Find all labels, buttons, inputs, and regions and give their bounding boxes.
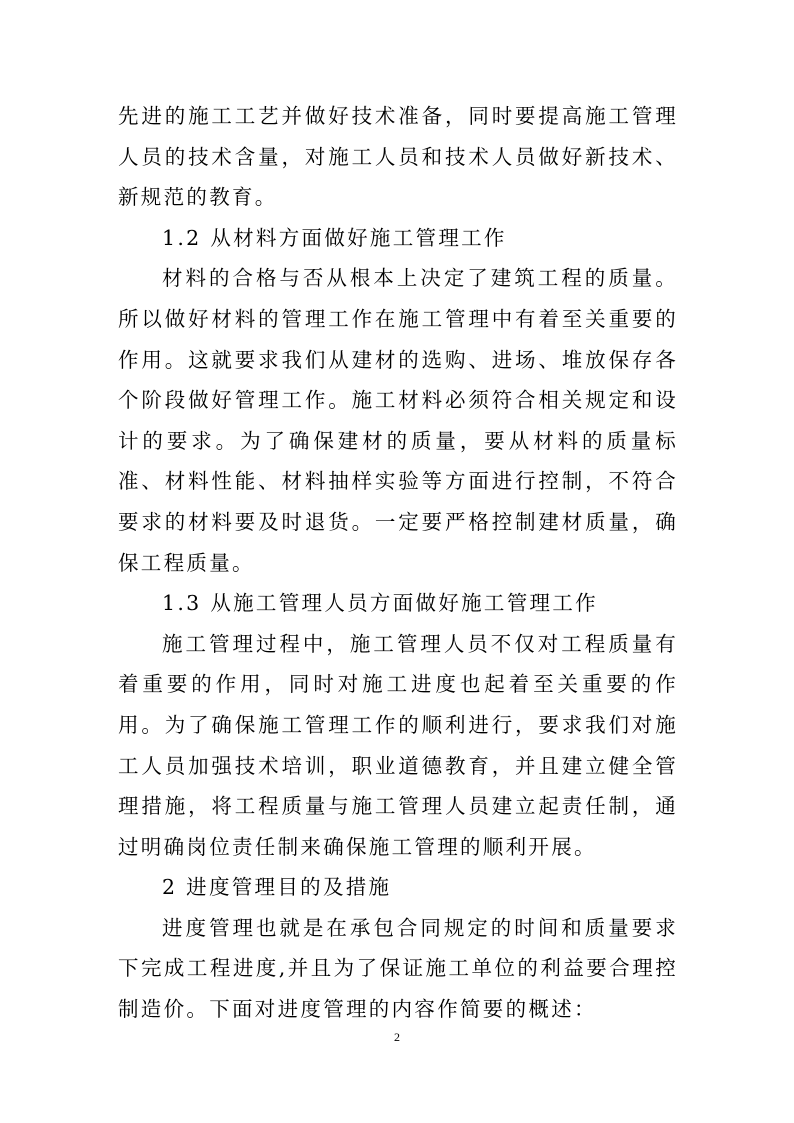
section-heading-2: 2 进度管理目的及措施 <box>162 875 392 900</box>
paragraph-materials: 材料的合格与否从根本上决定了建筑工程的质量。所以做好材料的管理工作在施工管理中有着至关重要的作用。这就要求我们从建材的选购、进场、堆放保存各个阶段做好管理工作。施工材料必须符合相关规定和设计的要求。为了确保建材的质量，要从材料的质量标准、材料性能、材料抽样实验等方面进行控制，不符合要求的材料要及时退货。一定要严格控制建材质量，确保工程质量。 <box>118 266 678 575</box>
page-number: 2 <box>394 1030 400 1044</box>
section-heading-1-2: 1.2 从材料方面做好施工管理工作 <box>162 225 507 250</box>
paragraph-personnel: 施工管理过程中，施工管理人员不仅对工程质量有着重要的作用，同时对施工进度也起着至关重要的作用。为了确保施工管理工作的顺利进行，要求我们对施工人员加强技术培训，职业道德教育，并且建立健全管理措施，将工程质量与施工管理人员建立起责任制，通过明确岗位责任制来确保施工管理的顺利开展。 <box>118 631 678 859</box>
paragraph-continuation: 先进的施工工艺并做好技术准备，同时要提高施工管理人员的技术含量，对施工人员和技术人员做好新技术、新规范的教育。 <box>118 104 678 210</box>
section-heading-1-3: 1.3 从施工管理人员方面做好施工管理工作 <box>162 591 598 616</box>
document-body <box>118 96 678 1030</box>
paragraph-progress: 进度管理也就是在承包合同规定的时间和质量要求下完成工程进度,并且为了保证施工单位的利益要合理控制造价。下面对进度管理的内容作简要的概述： <box>118 915 678 1022</box>
